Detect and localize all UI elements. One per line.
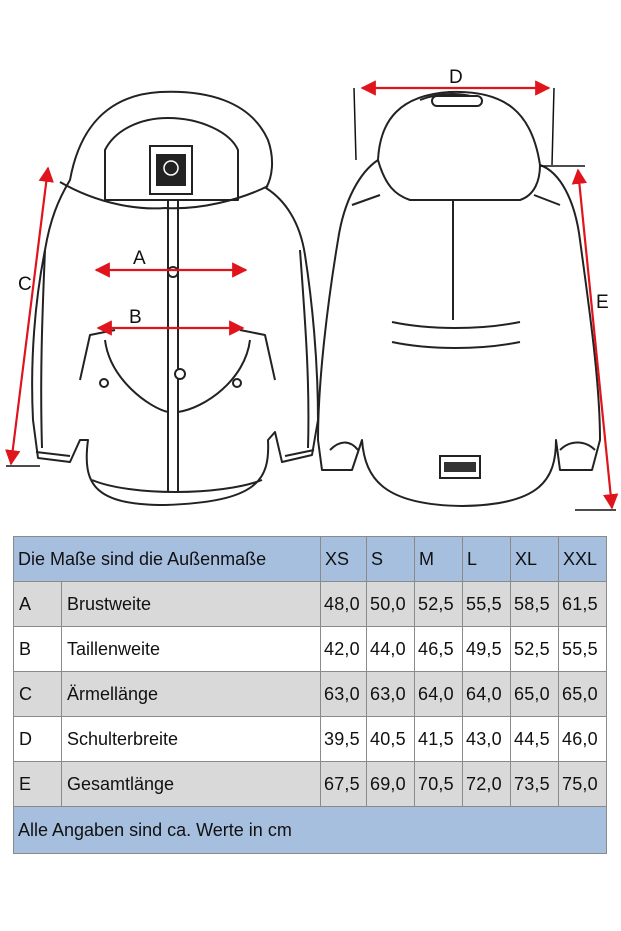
row-letter: A	[14, 582, 62, 627]
size-table	[13, 536, 607, 854]
row-value: 46,0	[559, 717, 607, 762]
marker-e-label: E	[596, 292, 609, 313]
row-value: 69,0	[367, 762, 415, 807]
table-row	[14, 717, 607, 762]
size-header: S	[367, 537, 415, 582]
row-value: 48,0	[321, 582, 367, 627]
table-row	[14, 672, 607, 717]
marker-d-label: D	[449, 67, 463, 88]
size-header: M	[415, 537, 463, 582]
row-value: 43,0	[463, 717, 511, 762]
table-row	[14, 762, 607, 807]
marker-a-label: A	[133, 248, 146, 269]
row-value: 46,5	[415, 627, 463, 672]
row-value: 75,0	[559, 762, 607, 807]
row-letter: D	[14, 717, 62, 762]
row-measure-name: Taillenweite	[62, 627, 321, 672]
row-measure-name: Schulterbreite	[62, 717, 321, 762]
row-value: 63,0	[321, 672, 367, 717]
table-header-title: Die Maße sind die Außenmaße	[14, 537, 321, 582]
row-value: 44,5	[511, 717, 559, 762]
row-letter: B	[14, 627, 62, 672]
row-value: 65,0	[511, 672, 559, 717]
row-value: 49,5	[463, 627, 511, 672]
size-header: L	[463, 537, 511, 582]
size-header: XXL	[559, 537, 607, 582]
jacket-back-drawing	[318, 92, 600, 506]
row-value: 70,5	[415, 762, 463, 807]
row-value: 61,5	[559, 582, 607, 627]
row-letter: C	[14, 672, 62, 717]
row-value: 64,0	[463, 672, 511, 717]
table-row	[14, 582, 607, 627]
table-footer-row	[14, 807, 607, 854]
row-value: 65,0	[559, 672, 607, 717]
row-value: 64,0	[415, 672, 463, 717]
row-value: 52,5	[415, 582, 463, 627]
row-value: 67,5	[321, 762, 367, 807]
table-header-row	[14, 537, 607, 582]
row-value: 58,5	[511, 582, 559, 627]
row-value: 40,5	[367, 717, 415, 762]
row-measure-name: Gesamtlänge	[62, 762, 321, 807]
row-value: 44,0	[367, 627, 415, 672]
row-value: 73,5	[511, 762, 559, 807]
row-value: 52,5	[511, 627, 559, 672]
back-label-patch	[440, 456, 480, 478]
row-value: 72,0	[463, 762, 511, 807]
table-footer-note: Alle Angaben sind ca. Werte in cm	[14, 807, 607, 854]
size-header: XL	[511, 537, 559, 582]
row-value: 55,5	[559, 627, 607, 672]
row-value: 55,5	[463, 582, 511, 627]
size-header: XS	[321, 537, 367, 582]
marker-c-label: C	[18, 274, 32, 295]
table-row	[14, 627, 607, 672]
row-value: 41,5	[415, 717, 463, 762]
row-value: 50,0	[367, 582, 415, 627]
row-value: 42,0	[321, 627, 367, 672]
front-hood-label	[150, 146, 192, 194]
row-value: 39,5	[321, 717, 367, 762]
row-measure-name: Brustweite	[62, 582, 321, 627]
row-letter: E	[14, 762, 62, 807]
marker-b-label: B	[129, 307, 142, 328]
row-value: 63,0	[367, 672, 415, 717]
back-hood-toggle	[432, 96, 482, 106]
row-measure-name: Ärmellänge	[62, 672, 321, 717]
